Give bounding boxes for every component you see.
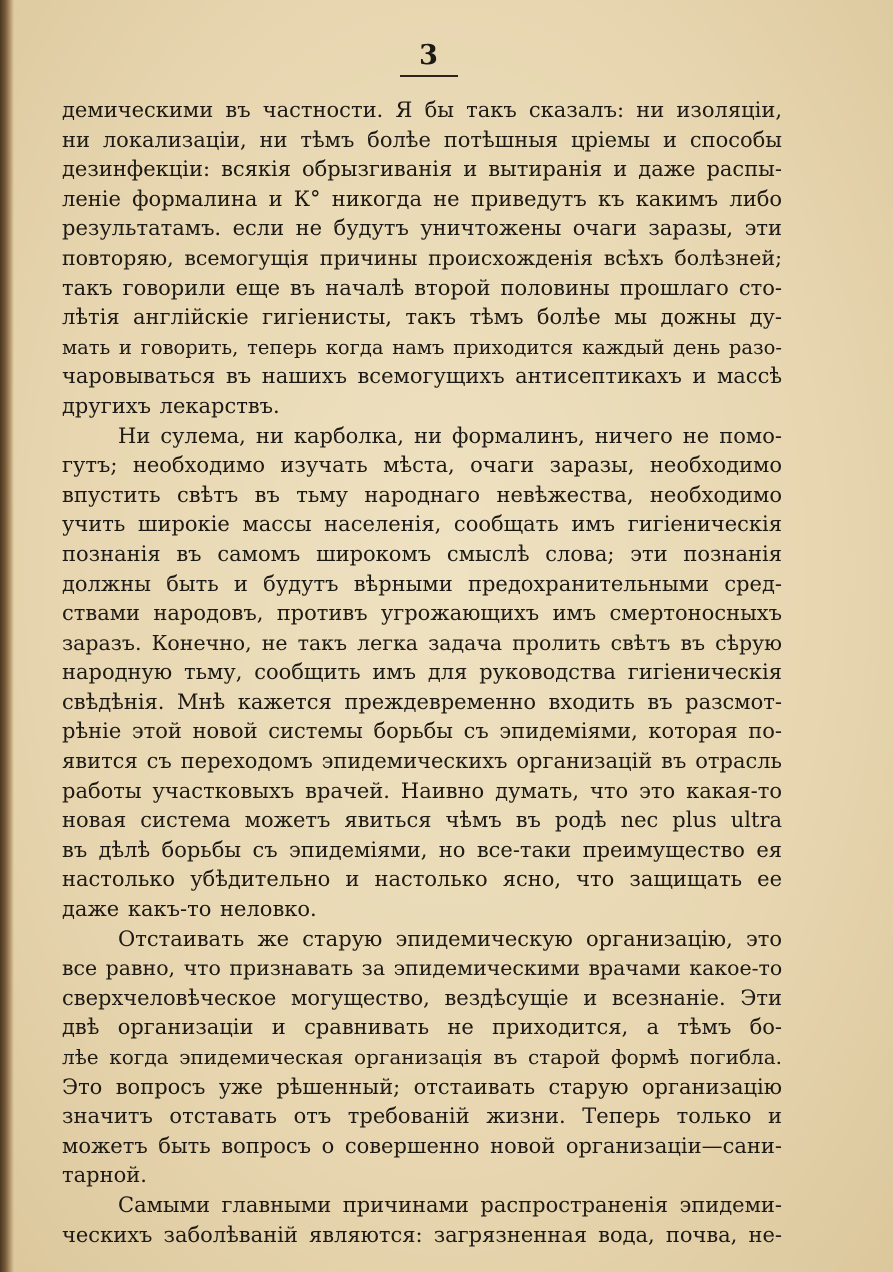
- text-line: [62, 540, 782, 570]
- text-line: [62, 1043, 782, 1073]
- text-line-content: двѣ организаціи и сравнивать не приходится, а тѣмъ бо-: [62, 1015, 782, 1040]
- text-line: [62, 274, 782, 304]
- text-line: [62, 1073, 782, 1103]
- text-line-content: демическими въ частности. Я бы такъ сказалъ: ни изоляціи,: [62, 98, 782, 122]
- text-line-content: все равно, что признавать за эпидемическими врачами какое-то: [62, 956, 783, 981]
- text-line: [62, 954, 782, 984]
- text-line: [62, 244, 782, 274]
- text-line-content: должны быть и будутъ вѣрными предохранительными сред-: [62, 571, 782, 596]
- text-line-content: другихъ лекарствъ.: [62, 393, 280, 418]
- text-line-content: Это вопросъ уже рѣшенный; отстаивать старую организацію: [62, 1074, 782, 1099]
- text-line-content: можетъ быть вопросъ о совершенно новой организаціи—сани-: [62, 1133, 782, 1158]
- text-line-content: свѣдѣнія. Мнѣ кажется преждевременно входить въ разсмот-: [62, 689, 782, 714]
- text-line-content: ческихъ заболѣваній являются: загрязненная вода, почва, не-: [62, 1222, 782, 1247]
- text-line: [62, 185, 782, 215]
- text-line-content: лѣе когда эпидемическая организація въ старой формѣ погибла.: [62, 1045, 782, 1069]
- text-line: [62, 333, 782, 363]
- text-line: [62, 629, 782, 659]
- text-line-content: гутъ; необходимо изучать мѣста, очаги заразы, необходимо: [62, 453, 782, 478]
- text-line: [62, 717, 782, 747]
- text-line-content: рѣніе этой новой системы борьбы съ эпидеміями, которая по-: [62, 719, 782, 744]
- text-line: [62, 599, 782, 629]
- text-line-content: настолько убѣдительно и настолько ясно, что защищать ее: [62, 867, 782, 892]
- text-line-content: Отстаивать же старую эпидемическую организацію, это: [118, 926, 782, 951]
- text-line: [62, 984, 782, 1014]
- text-line-content: Ни сулема, ни карболка, ни формалинъ, ничего не помо-: [118, 423, 782, 448]
- page-number: 3: [419, 40, 439, 71]
- text-line: [62, 895, 782, 925]
- text-line-content: народную тьму, сообщить имъ для руководства гигіеническія: [62, 660, 782, 685]
- text-line: [62, 777, 782, 807]
- text-line-content: чаровываться въ нашихъ всемогущихъ антисептикахъ и массѣ: [62, 364, 782, 389]
- text-line: [62, 422, 782, 452]
- text-line: [62, 126, 782, 156]
- text-line: [62, 362, 782, 392]
- text-line: [62, 303, 782, 333]
- text-line-content: учить широкіе массы населенія, сообщать имъ гигіеническія: [62, 512, 782, 537]
- text-line: [62, 155, 782, 185]
- text-line-content: заразъ. Конечно, не такъ легка задача пролить свѣтъ въ сѣрую: [62, 630, 782, 655]
- text-line-content: повторяю, всемогущія причины происхожденія всѣхъ болѣзней;: [62, 245, 782, 270]
- text-line-content: результатамъ. если не будутъ уничтожены очаги заразы, эти: [62, 216, 782, 241]
- text-line: [62, 925, 782, 955]
- text-line: [62, 806, 782, 836]
- text-line-content: леніе формалина и К° никогда не приведутъ къ какимъ либо: [62, 186, 782, 211]
- text-line-content: сверхчеловѣческое могущество, вездѣсущіе и всезнаніе. Эти: [62, 985, 782, 1010]
- text-line-content: новая система можетъ явиться чѣмъ въ родѣ nec plus ultra: [62, 808, 782, 833]
- page-binding-edge: [0, 0, 14, 1272]
- text-line-content: Самыми главными причинами распространенія эпидеми-: [118, 1192, 782, 1217]
- text-line: [62, 392, 782, 422]
- text-line: [62, 865, 782, 895]
- text-line: [62, 658, 782, 688]
- text-line: [62, 1161, 782, 1191]
- text-line-content: явится съ переходомъ эпидемическихъ организацій въ отрасль: [62, 749, 782, 774]
- text-line-content: тарной.: [62, 1163, 147, 1188]
- body-text: [62, 96, 782, 1250]
- text-line-content: лѣтія англійскіе гигіенисты, такъ тѣмъ болѣе мы дожны ду-: [62, 305, 782, 330]
- text-line-content: работы участковыхъ врачей. Наивно думать, что это какая-то: [62, 778, 782, 803]
- text-line-content: ствами народовъ, противъ угрожающихъ имъ смертоносныхъ: [62, 601, 782, 626]
- text-line: [62, 96, 782, 126]
- text-line: [62, 481, 782, 511]
- text-line: [62, 1013, 782, 1043]
- text-line: [62, 570, 782, 600]
- text-line-content: значитъ отставать отъ требованій жизни. Теперь только и: [62, 1104, 782, 1129]
- text-line-content: въ дѣлѣ борьбы съ эпидеміями, но все-таки преимущество ея: [62, 837, 782, 862]
- text-line: [62, 451, 782, 481]
- text-line-content: ни локализаціи, ни тѣмъ болѣе потѣшныя цріемы и способы: [62, 127, 782, 152]
- text-line: [62, 214, 782, 244]
- text-line: [62, 1132, 782, 1162]
- text-line-content: познанія въ самомъ широкомъ смыслѣ слова; эти познанія: [62, 541, 782, 566]
- text-line-content: даже какъ-то неловко.: [62, 897, 317, 922]
- text-line: [62, 688, 782, 718]
- text-line-content: мать и говорить, теперь когда намъ приходится каждый день разо-: [62, 335, 782, 359]
- text-line-content: впустить свѣтъ въ тьму народнаго невѣжества, необходимо: [62, 482, 782, 507]
- header-rule: [400, 75, 458, 77]
- text-line: [62, 1191, 782, 1221]
- text-line-content: дезинфекціи: всякія обрызгиванія и вытиранія и даже распы-: [62, 157, 782, 182]
- text-line: [62, 510, 782, 540]
- text-line: [62, 836, 782, 866]
- text-line-content: такъ говорили еще въ началѣ второй половины прошлаго сто-: [62, 275, 782, 300]
- text-line: [62, 1102, 782, 1132]
- text-line: [62, 747, 782, 777]
- text-line: [62, 1221, 782, 1251]
